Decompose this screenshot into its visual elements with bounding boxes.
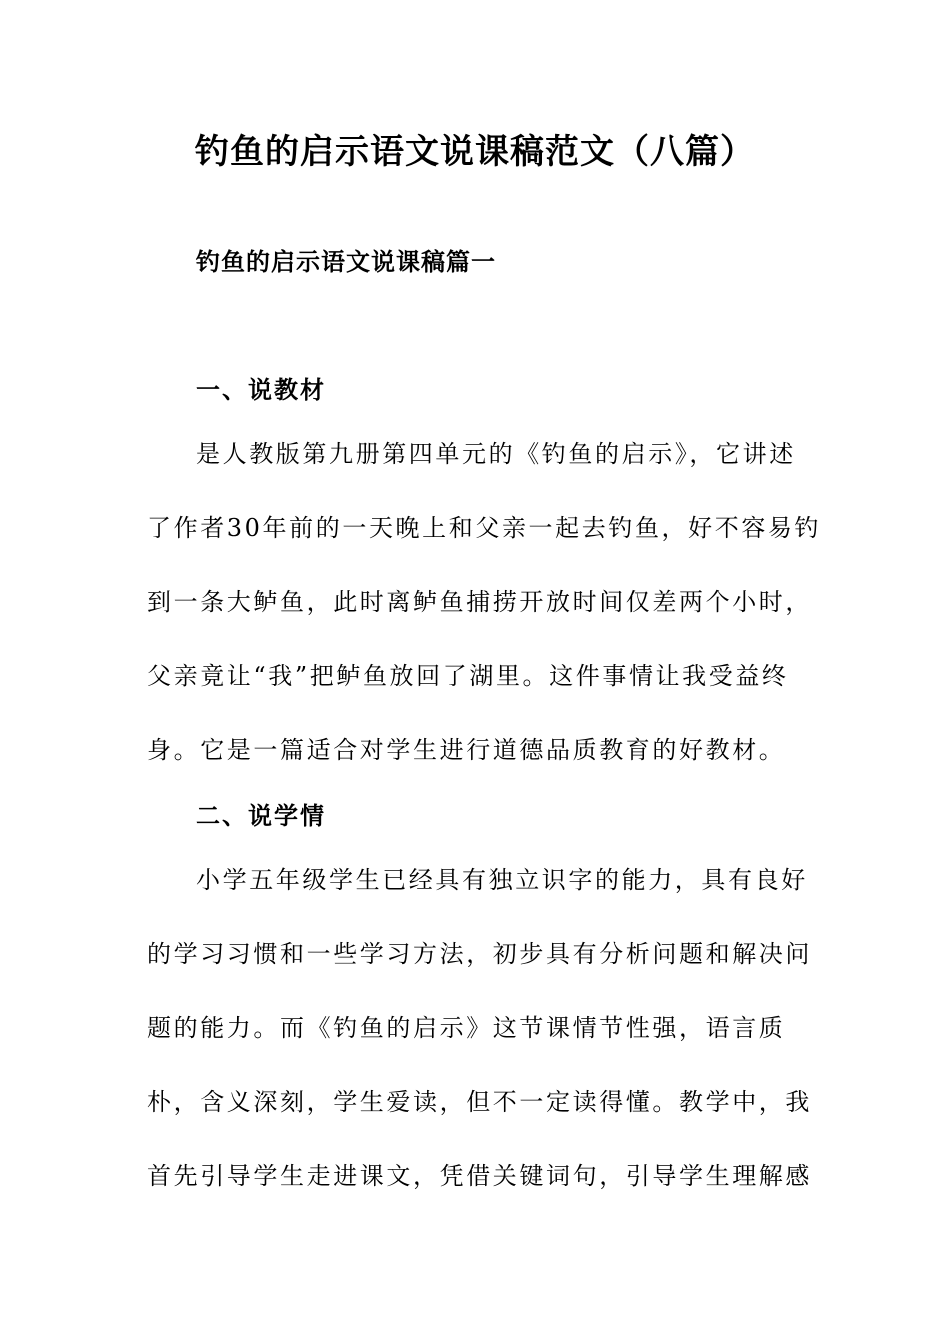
paragraph-line: 是人教版第九册第四单元的《钓鱼的启示》，它讲述 xyxy=(196,440,796,468)
paragraph-line: 朴，含义深刻，学生爱读，但不一定读得懂。教学中，我 xyxy=(147,1088,812,1116)
paragraph-line: 父亲竟让“我”把鲈鱼放回了湖里。这件事情让我受益终 xyxy=(147,662,789,690)
paragraph-line: 题的能力。而《钓鱼的启示》这节课情节性强，语言质 xyxy=(147,1014,786,1042)
paragraph-line: 了作者30年前的一天晚上和父亲一起去钓鱼，好不容易钓 xyxy=(147,514,822,542)
section-heading-2: 二、说学情 xyxy=(196,802,326,830)
document-title: 钓鱼的启示语文说课稿范文（八篇） xyxy=(195,132,755,172)
paragraph-line: 身。它是一篇适合对学生进行道德品质教育的好教材。 xyxy=(147,736,786,764)
paragraph-line: 的学习习惯和一些学习方法，初步具有分析问题和解决问 xyxy=(147,940,812,968)
paragraph-line: 到一条大鲈鱼，此时离鲈鱼捕捞开放时间仅差两个小时， xyxy=(147,588,812,616)
paragraph-line: 小学五年级学生已经具有独立识字的能力，具有良好 xyxy=(196,866,808,894)
section-heading-1: 一、说教材 xyxy=(196,376,326,404)
document-subtitle: 钓鱼的启示语文说课稿篇一 xyxy=(196,248,496,276)
paragraph-line: 首先引导学生走进课文，凭借关键词句，引导学生理解感 xyxy=(147,1162,812,1190)
